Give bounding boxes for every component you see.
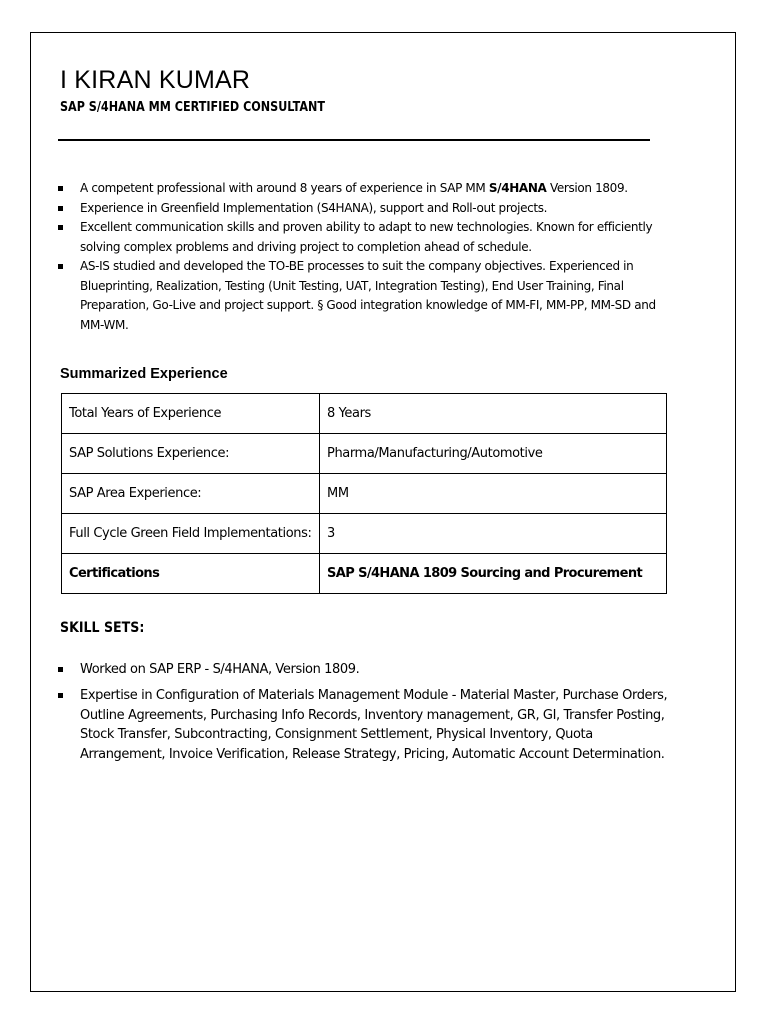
profile-summary-list <box>58 179 658 335</box>
experience-label: Full Cycle Green Field Implementations: <box>62 514 320 554</box>
bullet-square-icon <box>58 693 63 698</box>
table-row <box>62 474 667 514</box>
experience-value: MM <box>320 474 667 514</box>
summary-text: Excellent communication skills and proven ability to adapt to new technologies. Known for efficiently solving complex problems and driving project to completion ahead of schedule. <box>80 220 653 254</box>
summary-text: Experience in Greenfield Implementation (S4HANA), support and Roll-out projects. <box>80 200 548 215</box>
summary-text-end: Version 1809. <box>546 181 628 195</box>
candidate-title: SAP S/4HANA MM CERTIFIED CONSULTANT <box>60 100 325 115</box>
experience-value: 8 Years <box>320 394 667 434</box>
summary-text-start: A competent professional with around 8 years of experience in SAP MM <box>80 181 489 195</box>
bullet-square-icon <box>58 186 63 191</box>
skill-sets-list <box>58 660 668 771</box>
table-row <box>62 394 667 434</box>
bullet-square-icon <box>58 667 63 672</box>
experience-label: Certifications <box>62 554 320 594</box>
list-item <box>58 257 658 335</box>
summary-text-bold: S/4HANA <box>488 181 547 195</box>
skill-text: Worked on SAP ERP - S/4HANA, Version 1809. <box>80 662 360 677</box>
summary-text: AS-IS studied and developed the TO-BE processes to suit the company objectives. Experienced in Blueprinting, Realization, Testing (Unit Testing, UAT, Integration Testing), End User Training, Final Preparation, Go-Live and project support. § Good integration knowledge of MM-FI, MM-PP, MM-SD and MM-WM. <box>80 259 656 332</box>
bullet-square-icon <box>58 225 63 230</box>
list-item <box>58 660 668 680</box>
table-row <box>62 554 667 594</box>
list-item <box>58 686 668 765</box>
table-row <box>62 434 667 474</box>
bullet-square-icon <box>58 206 63 211</box>
list-item <box>58 199 658 219</box>
skill-text: Expertise in Configuration of Materials Management Module - Material Master, Purchase Orders, Outline Agreements, Purchasing Info Records, Inventory management, GR, GI, Transfer Posting, Stock Transfer, Subcontracting, Consignment Settlement, Physical Inventory, Quota Arrangement, Invoice Verification, Release Strategy, Pricing, Automatic Account Determination. <box>80 687 668 763</box>
bullet-square-icon <box>58 264 63 269</box>
experience-label: SAP Solutions Experience: <box>62 434 320 474</box>
candidate-name: I KIRAN KUMAR <box>60 66 251 94</box>
list-item <box>58 179 658 199</box>
experience-label: Total Years of Experience <box>62 394 320 434</box>
experience-value: 3 <box>320 514 667 554</box>
list-item <box>58 218 658 257</box>
experience-value: Pharma/Manufacturing/Automotive <box>320 434 667 474</box>
summarized-experience-heading: Summarized Experience <box>60 366 228 382</box>
experience-label: SAP Area Experience: <box>62 474 320 514</box>
experience-value: SAP S/4HANA 1809 Sourcing and Procurement <box>320 554 667 594</box>
skill-sets-heading: SKILL SETS: <box>60 620 145 636</box>
header-divider <box>58 139 650 141</box>
table-row <box>62 514 667 554</box>
experience-table <box>61 393 667 594</box>
